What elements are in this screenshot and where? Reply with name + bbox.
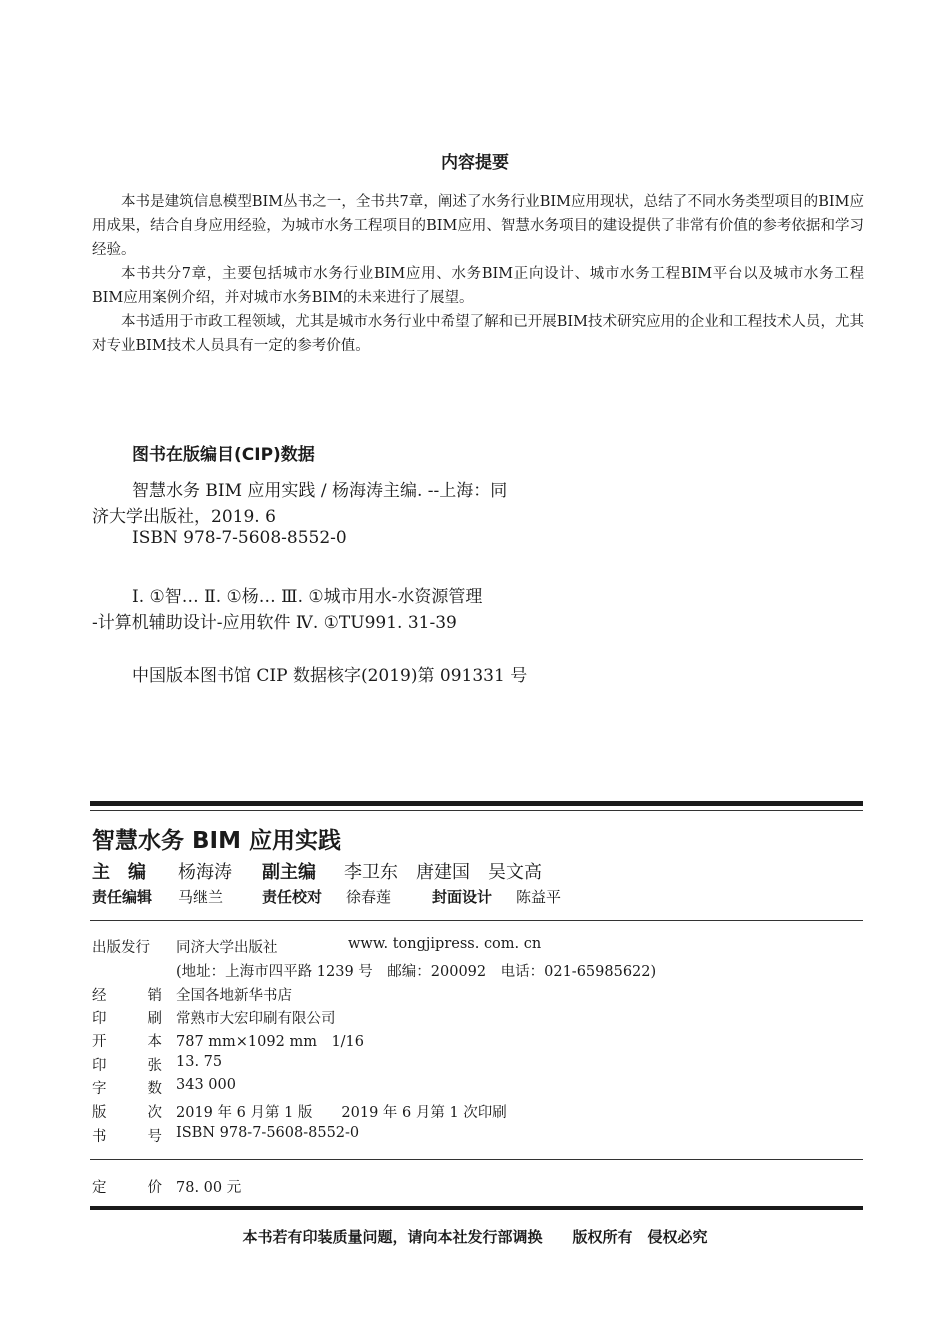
cip-heading: 图书在版编目(CIP)数据	[132, 445, 315, 465]
colophon-top-rule-thin	[90, 810, 863, 811]
colophon-bottom-rule	[90, 1206, 863, 1210]
pub-detail-value: 13. 75	[176, 1054, 223, 1070]
cover-designer-label: 封面设计	[432, 888, 493, 906]
book-title: 智慧水务 BIM 应用实践	[92, 828, 341, 854]
publisher-address: (地址：上海市四平路 1239 号 邮编：200092 电话：021-65985622)	[176, 964, 657, 980]
publisher-website: www. tongjipress. com. cn	[348, 936, 542, 952]
deputy-editors: 李卫东 唐建国 吴文高	[344, 862, 542, 883]
pub-detail-value: 2019 年 6 月第 1 版 2019 年 6 月第 1 次印刷	[176, 1105, 507, 1121]
copyright-notice: 本书若有印装质量问题，请向本社发行部调换 版权所有 侵权必究	[242, 1228, 708, 1246]
summary-paragraph: 本书共分7章，主要包括城市水务行业BIM应用、水务BIM正向设计、城市水务工程BIM平台以及城市水务工程BIM应用案例介绍，并对城市水务BIM的未来进行了展望。	[92, 266, 864, 306]
summary-paragraph: 本书适用于市政工程领域，尤其是城市水务行业中希望了解和已开展BIM技术研究应用的企业和工程技术人员，尤其对专业BIM技术人员具有一定的参考价值。	[92, 314, 864, 354]
proofreader-label: 责任校对	[262, 888, 323, 906]
cip-citation-line2: 济大学出版社，2019. 6	[92, 507, 276, 527]
colophon-top-rule	[90, 801, 863, 806]
pub-detail-value: 全国各地新华书店	[176, 988, 292, 1004]
cip-classification-line1: Ⅰ. ①智… Ⅱ. ①杨… Ⅲ. ①城市用水-水资源管理	[132, 587, 483, 607]
pub-detail-value: 787 mm×1092 mm 1/16	[176, 1034, 365, 1050]
pub-detail-label: 开 本	[92, 1034, 162, 1050]
publisher-label: 出版发行	[92, 940, 150, 956]
price-divider	[90, 1159, 863, 1160]
pub-detail-label: 印 刷	[92, 1011, 162, 1027]
chief-editor: 杨海涛	[178, 862, 232, 883]
pub-detail-label: 版 次	[92, 1105, 162, 1121]
chief-editor-label: 主 编	[92, 862, 146, 883]
deputy-editor-label: 副主编	[262, 862, 316, 883]
cip-isbn: ISBN 978-7-5608-8552-0	[132, 528, 347, 548]
pub-detail-label: 印 张	[92, 1058, 162, 1074]
summary-title: 内容提要	[441, 153, 509, 173]
responsible-editor: 马继兰	[178, 888, 224, 906]
pub-detail-value: ISBN 978-7-5608-8552-0	[176, 1125, 360, 1141]
publisher: 同济大学出版社	[176, 940, 278, 956]
pub-detail-value: 常熟市大宏印刷有限公司	[176, 1011, 336, 1027]
pub-detail-label: 经 销	[92, 988, 162, 1004]
proofreader: 徐春莲	[346, 888, 392, 906]
responsible-editor-label: 责任编辑	[92, 888, 153, 906]
summary-paragraph: 本书是建筑信息模型BIM丛书之一，全书共7章，阐述了水务行业BIM应用现状，总结了不同水务类型项目的BIM应用成果，结合自身应用经验，为城市水务工程项目的BIM应用、智慧水务项目的建设提供了非常有价值的参考依据和学习经验。	[92, 194, 864, 258]
pub-detail-label: 书 号	[92, 1129, 162, 1145]
colophon-divider	[90, 920, 863, 921]
pub-detail-label: 字 数	[92, 1081, 162, 1097]
cip-verification: 中国版本图书馆 CIP 数据核字(2019)第 091331 号	[132, 666, 528, 686]
pub-detail-value: 343 000	[176, 1077, 236, 1093]
price-label: 定 价	[92, 1180, 162, 1196]
cip-citation-line1: 智慧水务 BIM 应用实践 / 杨海涛主编. --上海：同	[132, 481, 508, 501]
price: 78. 00 元	[176, 1180, 242, 1196]
cip-classification-line2: -计算机辅助设计-应用软件 Ⅳ. ①TU991. 31-39	[92, 613, 457, 633]
cover-designer: 陈益平	[516, 888, 562, 906]
